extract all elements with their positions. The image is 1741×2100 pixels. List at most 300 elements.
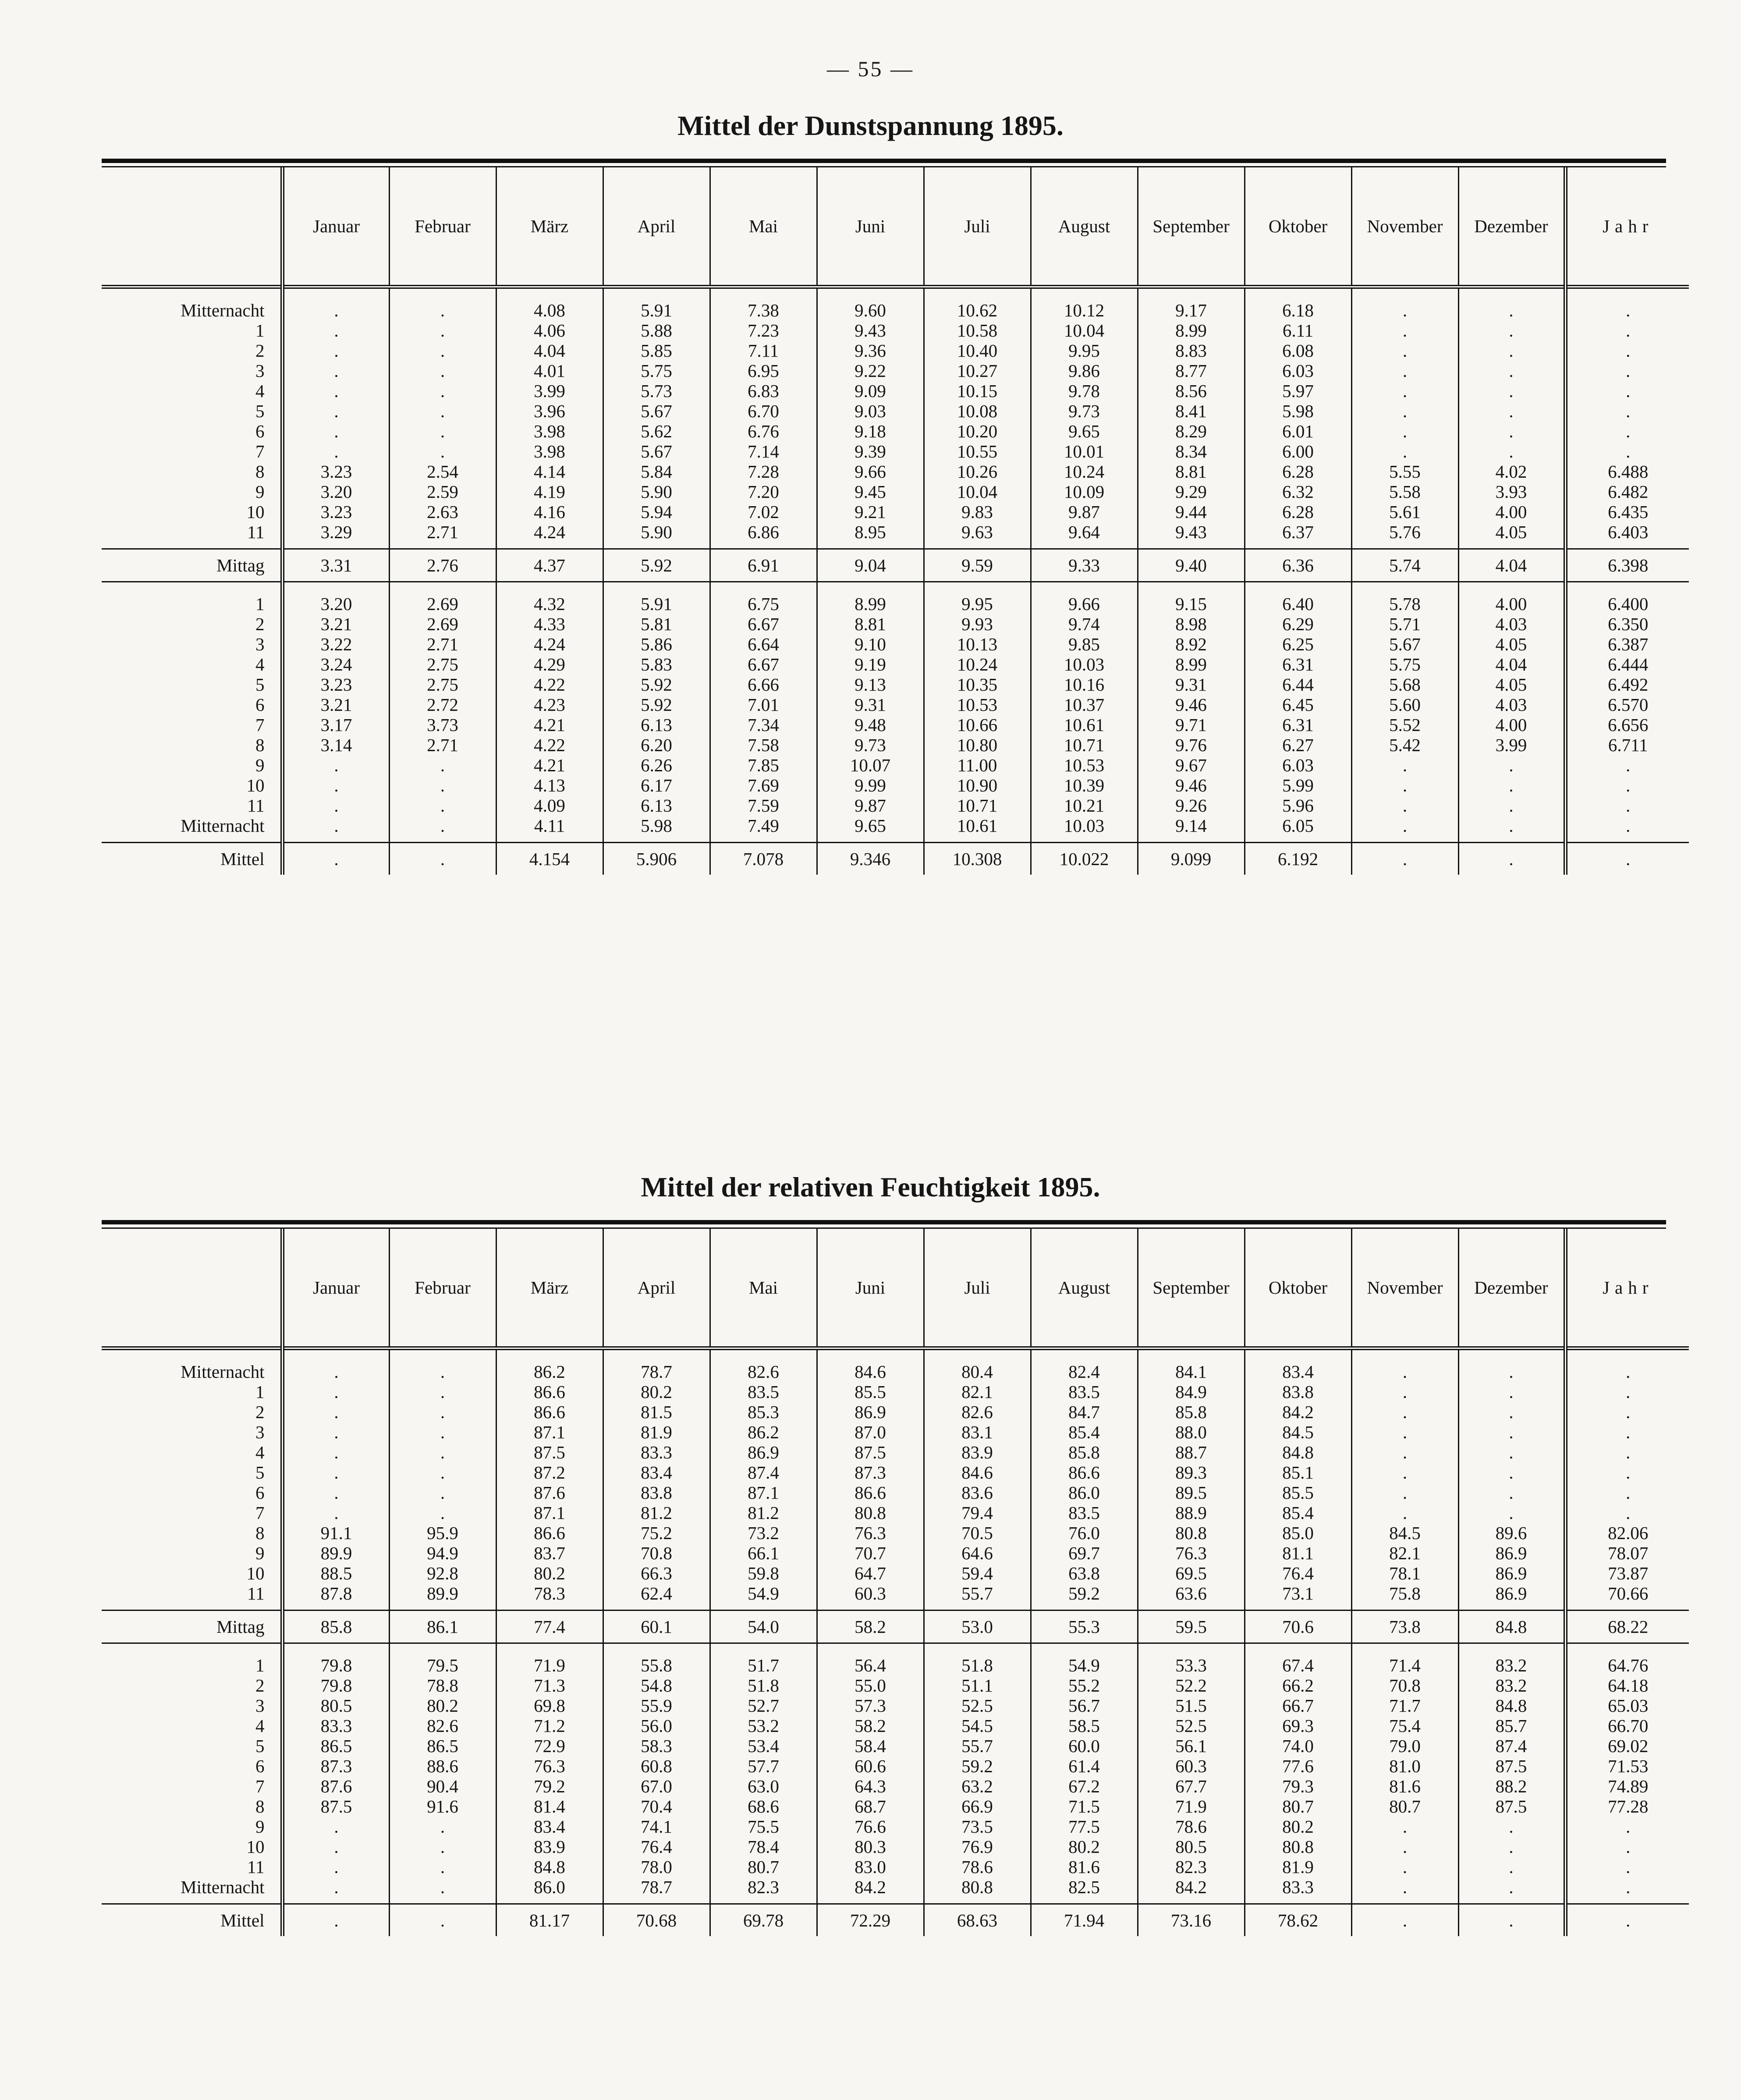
table-cell: 59.4 [924,1563,1031,1583]
table-cell: 94.9 [389,1543,496,1563]
table-cell: . [1351,1877,1458,1897]
table-cell: 6.95 [710,361,817,381]
table-cell: 6.570 [1565,695,1689,715]
table-cell: 81.2 [710,1503,817,1523]
table-cell: 5.75 [603,361,710,381]
table-cell: . [1458,441,1565,461]
row-label: 7 [255,715,265,735]
table-cell: 9.87 [1031,502,1138,522]
table-cell: 84.5 [1351,1523,1458,1543]
table-cell: 10.03 [1031,816,1138,836]
table-cell: 9.43 [817,320,924,341]
table-cell: 91.6 [389,1796,496,1816]
table-cell: 8.99 [817,594,924,614]
table-cell: 88.2 [1458,1776,1565,1796]
table-cell: 7.28 [710,461,817,482]
table-cell: 78.8 [389,1675,496,1696]
table-cell: 81.9 [1245,1857,1351,1877]
table-cell: . [1565,1877,1689,1897]
table-cell: 4.22 [496,735,603,755]
table-cell: 82.4 [1031,1362,1138,1382]
table-cell: . [1458,1362,1565,1382]
table-cell: 5.92 [603,695,710,715]
table-cell: 80.8 [1138,1523,1245,1543]
table-cell: 10.61 [924,816,1031,836]
table-cell: . [282,1422,389,1442]
table-cell: 4.32 [496,594,603,614]
table-cell: . [1351,1442,1458,1462]
table-cell: 7.078 [710,843,817,875]
table-row [102,755,1689,775]
table-cell: 5.90 [603,482,710,502]
table-cell: 76.4 [1245,1563,1351,1583]
table-cell: 5.85 [603,341,710,361]
table-cell: . [389,1442,496,1462]
table-cell: . [1458,341,1565,361]
table-cell: 83.2 [1458,1655,1565,1675]
table-cell: 66.2 [1245,1675,1351,1696]
table-cell: . [389,320,496,341]
table-row-mittag [102,1611,1689,1643]
row-label: 3 [255,1422,265,1442]
table-cell: 4.29 [496,654,603,674]
table-cell: . [1458,1503,1565,1523]
table-cell: . [1458,1816,1565,1837]
table-cell: 9.10 [817,634,924,654]
table-row [102,341,1689,361]
table-cell: 89.5 [1138,1483,1245,1503]
table-cell: 5.97 [1245,381,1351,401]
table-row [102,614,1689,634]
table-cell: 81.1 [1245,1543,1351,1563]
table-cell: 78.6 [924,1857,1031,1877]
table-cell: 8.41 [1138,401,1245,421]
table-cell: 88.0 [1138,1422,1245,1442]
table-cell: 8.83 [1138,341,1245,361]
table-cell: 9.33 [1031,550,1138,582]
table-cell: 2.59 [389,482,496,502]
column-header: Dezember [1458,167,1565,287]
table-top-rule [102,159,1666,163]
table-cell: 8.95 [817,522,924,542]
table-cell: 2.71 [389,522,496,542]
row-label: 7 [255,1776,265,1796]
table-cell: . [1458,1462,1565,1483]
table-cell: 86.6 [1031,1462,1138,1483]
table-cell: 8.81 [817,614,924,634]
column-header: Jahr [1565,1229,1689,1348]
table-cell: 83.2 [1458,1675,1565,1696]
table-title-dunstspannung: Mittel der Dunstspannung 1895. [677,110,1064,141]
table-cell: 70.8 [603,1543,710,1563]
table-cell: . [1351,1503,1458,1523]
table-cell: 6.25 [1245,634,1351,654]
table-cell: 73.1 [1245,1583,1351,1603]
table-cell: 6.482 [1565,482,1689,502]
table-row [102,1442,1689,1462]
table-cell: 8.92 [1138,634,1245,654]
table-cell: 8.77 [1138,361,1245,381]
table-cell: . [1351,1483,1458,1503]
table-cell: 10.53 [924,695,1031,715]
table-cell: . [1458,775,1565,795]
row-label: 1 [255,594,265,614]
table-cell: 3.93 [1458,482,1565,502]
column-header: Juni [817,1229,924,1348]
table-cell: 10.16 [1031,674,1138,695]
table-row [102,654,1689,674]
table-cell: 81.2 [603,1503,710,1523]
column-header: Februar [389,1229,496,1348]
table-row [102,1583,1689,1603]
table-cell: . [282,775,389,795]
table-cell: 60.3 [1138,1756,1245,1776]
table-cell: 67.7 [1138,1776,1245,1796]
table-cell: 5.92 [603,550,710,582]
table-cell: 6.05 [1245,816,1351,836]
table-cell: 9.71 [1138,715,1245,735]
table-row [102,1877,1689,1897]
row-label: Mittel [220,1910,265,1930]
table-cell: 87.2 [496,1462,603,1483]
table-cell: 10.58 [924,320,1031,341]
table-cell: 5.98 [1245,401,1351,421]
table-cell: . [1458,1877,1565,1897]
table-cell: 72.9 [496,1736,603,1756]
row-label: 1 [255,1655,265,1675]
table-cell: 7.38 [710,300,817,320]
table-row [102,1696,1689,1716]
table-row [102,674,1689,695]
table-row [102,1382,1689,1402]
table-row [102,775,1689,795]
row-label: 11 [247,1857,265,1877]
table-cell: . [282,300,389,320]
table-cell: 80.2 [1245,1816,1351,1837]
table-cell: . [1565,1503,1689,1523]
table-cell: 9.83 [924,502,1031,522]
table-cell: 84.6 [817,1362,924,1382]
table-cell: 69.3 [1245,1716,1351,1736]
table-cell: 3.20 [282,594,389,614]
table-cell: 86.0 [1031,1483,1138,1503]
table-row [102,482,1689,502]
column-header: Januar [282,167,389,287]
table-cell: 80.2 [389,1696,496,1716]
table-cell: 10.21 [1031,795,1138,816]
table-row [102,461,1689,482]
table-cell: 84.8 [1245,1442,1351,1462]
table-row [102,1563,1689,1583]
table-cell: 6.711 [1565,735,1689,755]
table-dunstspannung [102,159,1666,875]
table-cell: 86.9 [1458,1583,1565,1603]
table-cell: 88.6 [389,1756,496,1776]
table-cell: 80.8 [924,1877,1031,1897]
table-cell: 2.69 [389,594,496,614]
table-cell: 9.59 [924,550,1031,582]
table-cell: . [1351,795,1458,816]
table-cell: 7.11 [710,341,817,361]
table-cell: 5.58 [1351,482,1458,502]
table-cell: 6.64 [710,634,817,654]
table-cell: . [1565,1905,1689,1936]
table-cell: 5.76 [1351,522,1458,542]
table-cell: 9.87 [817,795,924,816]
row-label: 1 [255,1382,265,1402]
table-cell: . [389,441,496,461]
table-cell: 85.1 [1245,1462,1351,1483]
row-label: 11 [247,522,265,542]
table-cell: 84.2 [817,1877,924,1897]
table-cell: 89.9 [389,1583,496,1603]
table-cell: 6.03 [1245,755,1351,775]
table-cell: 6.67 [710,654,817,674]
table-cell: 55.3 [1031,1611,1138,1643]
table-cell: . [1458,816,1565,836]
table-cell: 85.8 [282,1611,389,1643]
table-cell: . [1565,843,1689,875]
table-cell: . [1351,421,1458,441]
table-cell: 68.22 [1565,1611,1689,1643]
row-label: 9 [255,755,265,775]
table-cell: 9.22 [817,361,924,381]
table-cell: 9.85 [1031,634,1138,654]
table-cell: 6.36 [1245,550,1351,582]
table-cell: 87.1 [710,1483,817,1503]
table-cell: 76.6 [817,1816,924,1837]
table-row [102,1543,1689,1563]
table-cell: 9.73 [817,735,924,755]
header-row [102,167,1689,287]
table-cell: . [282,843,389,875]
table-cell: 9.86 [1031,361,1138,381]
table-cell: 87.1 [496,1503,603,1523]
table-cell: 95.9 [389,1523,496,1543]
table-cell: 60.0 [1031,1736,1138,1756]
table-cell: 85.5 [1245,1483,1351,1503]
table-cell: . [282,1877,389,1897]
table-cell: . [1565,401,1689,421]
table-row [102,502,1689,522]
table-cell: 54.5 [924,1716,1031,1736]
table-cell: 8.29 [1138,421,1245,441]
column-header: Jahr [1565,167,1689,287]
table-cell: 82.1 [1351,1543,1458,1563]
table-cell: 80.7 [1351,1796,1458,1816]
column-header: Januar [282,1229,389,1348]
table-cell: 6.32 [1245,482,1351,502]
table-cell: 4.24 [496,522,603,542]
table-row [102,421,1689,441]
table-cell: 6.13 [603,795,710,816]
table-cell: 74.1 [603,1816,710,1837]
table-cell: 80.5 [1138,1837,1245,1857]
table-cell: 86.2 [496,1362,603,1382]
table-cell: 78.7 [603,1362,710,1382]
table-cell: 8.81 [1138,461,1245,482]
row-label: 5 [255,674,265,695]
table-cell: 56.0 [603,1716,710,1736]
table-cell: 6.00 [1245,441,1351,461]
table-cell: 70.4 [603,1796,710,1816]
column-header: März [496,167,603,287]
table-cell: 5.88 [603,320,710,341]
table-cell: 8.99 [1138,654,1245,674]
table-cell: 7.85 [710,755,817,775]
table-cell: . [1565,816,1689,836]
table-cell: . [1351,1462,1458,1483]
table-cell: 5.67 [1351,634,1458,654]
table-cell: 3.20 [282,482,389,502]
row-label: 3 [255,361,265,381]
table-cell: 88.9 [1138,1503,1245,1523]
table-cell: . [389,795,496,816]
table-cell: 78.07 [1565,1543,1689,1563]
table-cell: . [1565,1442,1689,1462]
table-cell: 87.5 [817,1442,924,1462]
table-cell: 9.40 [1138,550,1245,582]
column-header: November [1351,1229,1458,1348]
table-row [102,1857,1689,1877]
table-cell: 9.36 [817,341,924,361]
table-cell: 6.435 [1565,502,1689,522]
table-cell: 6.20 [603,735,710,755]
table-cell: 8.98 [1138,614,1245,634]
table-cell: . [1458,843,1565,875]
table-cell: 87.5 [1458,1796,1565,1816]
table-cell: 10.12 [1031,300,1138,320]
table-cell: 6.44 [1245,674,1351,695]
table-cell: 9.13 [817,674,924,695]
table-cell: . [1458,1857,1565,1877]
table-cell: 86.5 [282,1736,389,1756]
table-cell: . [389,1362,496,1382]
table-cell: . [282,1362,389,1382]
table-cell: . [1351,401,1458,421]
table-cell: 7.49 [710,816,817,836]
table-cell: 5.62 [603,421,710,441]
table-cell: 83.9 [496,1837,603,1857]
table-cell: 2.76 [389,550,496,582]
table-cell: . [1565,381,1689,401]
table-cell: 4.23 [496,695,603,715]
row-label: Mitternacht [181,300,265,320]
header-corner [102,1229,282,1348]
table-cell: 9.346 [817,843,924,875]
table-cell: . [1565,1462,1689,1483]
table-cell: 6.492 [1565,674,1689,695]
row-label: 8 [255,1796,265,1816]
table-cell: 2.54 [389,461,496,482]
table-cell: . [1565,1422,1689,1442]
column-header: August [1031,167,1138,287]
table-cell: . [1565,441,1689,461]
header-row [102,1229,1689,1348]
table-cell: 9.43 [1138,522,1245,542]
table-cell: 5.68 [1351,674,1458,695]
table-cell: 84.1 [1138,1362,1245,1382]
table-cell: 5.55 [1351,461,1458,482]
table-cell: 2.63 [389,502,496,522]
table-row [102,1503,1689,1523]
table-cell: 66.9 [924,1796,1031,1816]
table-cell: 5.98 [603,816,710,836]
row-label: 6 [255,421,265,441]
table-cell: 10.13 [924,634,1031,654]
table-cell: 6.444 [1565,654,1689,674]
table-cell: 4.00 [1458,502,1565,522]
table-cell: 86.1 [389,1611,496,1643]
row-label: 8 [255,735,265,755]
table-cell: 66.70 [1565,1716,1689,1736]
table-cell: 6.66 [710,674,817,695]
table-cell: 79.8 [282,1675,389,1696]
table-cell: 10.308 [924,843,1031,875]
table-row [102,522,1689,542]
table-cell: 5.91 [603,594,710,614]
table-cell: 9.46 [1138,695,1245,715]
table-cell: 4.37 [496,550,603,582]
table-cell: 53.4 [710,1736,817,1756]
table-cell: 53.0 [924,1611,1031,1643]
table-cell: 79.4 [924,1503,1031,1523]
table-cell: 71.9 [1138,1796,1245,1816]
table-row [102,1736,1689,1756]
table-row [102,1837,1689,1857]
table-cell: 4.00 [1458,715,1565,735]
table-cell: 10.80 [924,735,1031,755]
table-cell: . [1565,755,1689,775]
table-cell: 3.23 [282,502,389,522]
table-cell: 59.2 [1031,1583,1138,1603]
table-cell: 9.31 [817,695,924,715]
table-cell: 56.1 [1138,1736,1245,1756]
table-cell: 75.2 [603,1523,710,1543]
table-cell: 4.24 [496,634,603,654]
table-cell: . [389,361,496,381]
table-cell: 87.5 [282,1796,389,1816]
row-label: 4 [255,1442,265,1462]
column-header: November [1351,167,1458,287]
table-cell: 86.9 [710,1442,817,1462]
table-cell: . [1458,795,1565,816]
table-cell: 4.05 [1458,634,1565,654]
table-cell: 77.5 [1031,1816,1138,1837]
table-cell: . [282,1483,389,1503]
table-cell: 6.70 [710,401,817,421]
table-cell: 10.24 [1031,461,1138,482]
table-cell: . [1458,755,1565,775]
table-row [102,401,1689,421]
column-header: September [1138,1229,1245,1348]
table-cell: . [1351,1905,1458,1936]
table-cell: 86.5 [389,1736,496,1756]
table-cell: 75.4 [1351,1716,1458,1736]
table-cell: 73.87 [1565,1563,1689,1583]
row-label: 3 [255,634,265,654]
table-cell: . [1565,361,1689,381]
row-label: Mitternacht [181,816,265,836]
table-cell: . [282,1442,389,1462]
table-cell: 80.8 [817,1503,924,1523]
relative-feuchtigkeit-data-table [102,1229,1689,1936]
table-cell: 66.7 [1245,1696,1351,1716]
table-cell: . [282,1382,389,1402]
table-cell: 7.14 [710,441,817,461]
table-cell: . [389,1816,496,1837]
table-cell: 10.40 [924,341,1031,361]
